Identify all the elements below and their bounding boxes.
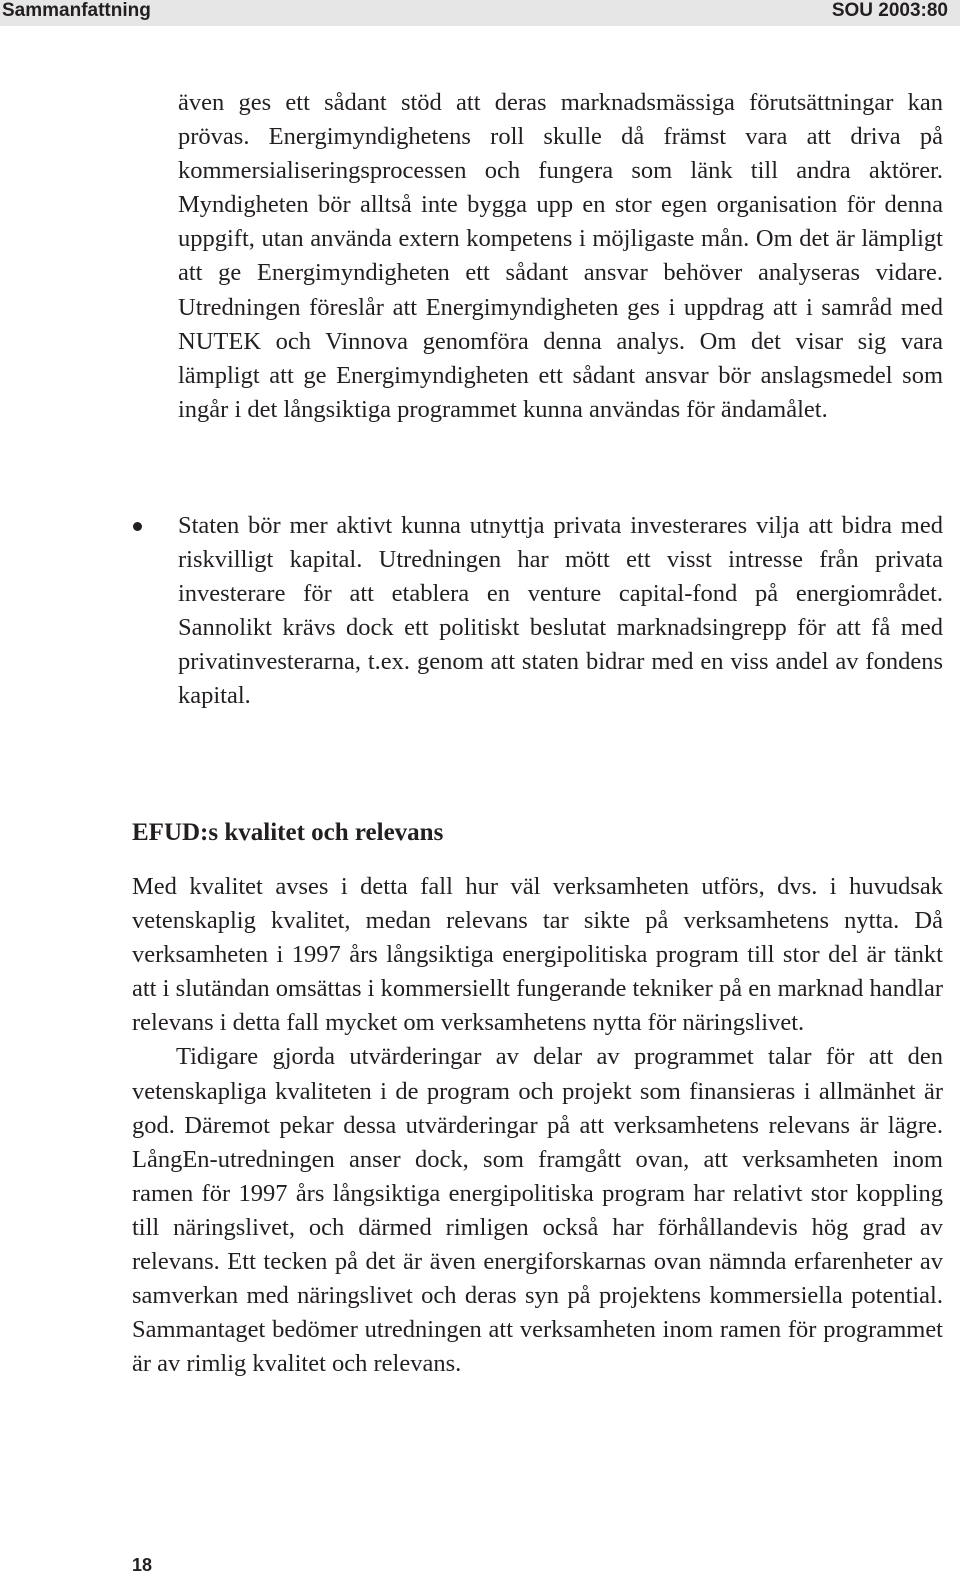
bullet-icon	[133, 522, 142, 531]
bullet-item	[178, 509, 943, 714]
continued-paragraph: även ges ett sådant stöd att deras marknadsmässiga förutsättningar kan prövas. Energimyndighetens roll skulle då främst vara att driva på kommersialiseringsprocessen och fungera som länk till andra aktörer. Myndigheten bör alltså inte bygga upp en stor egen organisation för denna uppgift, utan använda extern kompetens i möjligaste mån. Om det är lämpligt att ge Energimyndigheten ett sådant ansvar behöver analyseras vidare. Utredningen föreslår att Energimyndigheten ges i uppdrag att i samråd med NUTEK och Vinnova genomföra denna analys. Om det visar sig vara lämpligt att ge Energimyndigheten ett sådant ansvar bör anslagsmedel som ingår i det långsiktiga programmet kunna användas för ändamålet.	[178, 89, 943, 423]
continued-bullet-text	[178, 86, 943, 427]
section-body	[132, 870, 943, 1381]
page-number: 18	[132, 1555, 153, 1575]
bullet-paragraph: Staten bör mer aktivt kunna utnyttja privata investerares vilja att bidra med riskvilligt kapital. Utredningen har mött ett visst intresse från privata investerare för att etablera en venture capital-fond på energiområdet. Sannolikt krävs dock ett politiskt beslutat marknadsingrepp för att få med privatinvesterarna, t.ex. genom att staten bidrar med en viss andel av fondens kapital.	[178, 512, 943, 710]
running-header	[0, 0, 960, 26]
body-paragraph-2: Tidigare gjorda utvärderingar av delar av programmet talar för att den vetenskapliga kvaliteten i de program och projekt som finansieras i allmänhet är god. Däremot pekar dessa utvärderingar på att verksamhetens relevans är lägre. LångEn-utredningen anser dock, som framgått ovan, att verksamheten inom ramen för 1997 års långsiktiga energipolitiska program har relativt stor koppling till näringslivet, och därmed rimligen också har förhållandevis hög grad av relevans. Ett tecken på det är även energiforskarnas ovan nämnda erfarenheter av samverkan med näringslivet och deras syn på projektens kommersiella potential. Sammantaget bedömer utredningen att verksamheten inom ramen för programmet är av rimlig kvalitet och relevans.	[132, 1043, 943, 1378]
header-section-title: Sammanfattning	[2, 0, 151, 21]
header-document-id: SOU 2003:80	[831, 0, 948, 21]
section-heading: EFUD:s kvalitet och relevans	[132, 819, 444, 846]
body-paragraph-1: Med kvalitet avses i detta fall hur väl verksamheten utförs, dvs. i huvudsak vetenskaplig kvalitet, medan relevans tar sikte på verksamhetens nytta. Då verksamheten i 1997 års långsiktiga energipolitiska program till stor del är tänkt att i slutändan omsättas i kommersiellt fungerande tekniker på en marknad handlar relevans i detta fall mycket om verksamhetens nytta för näringslivet.	[132, 873, 943, 1037]
